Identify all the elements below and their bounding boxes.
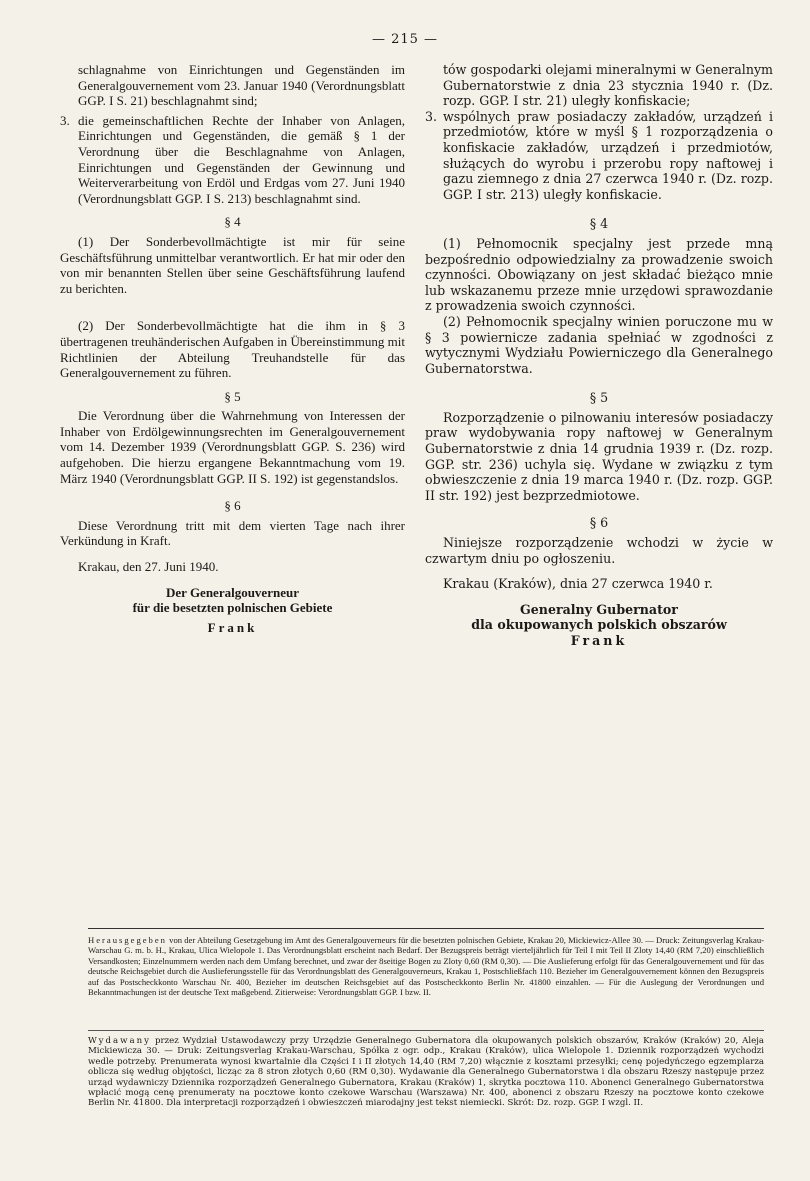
de-section-5-paragraph: Die Verordnung über die Wahrnehmung von Interessen der Inhaber von Erdölgewinnungsrechten im Generalgouvernement vom 14. Dezember 1939 (Verordnungsblatt GGP. S. 236) wird aufgehoben. Die hierzu ergangene Bekanntmachung vom 19. März 1940 (Verordnungsblatt GGP. II S. 192) ist gegenstandslos. xyxy=(60,408,405,486)
pl-list-text: wspólnych praw posiadaczy zakładów, urządzeń i przedmiotów, które w myśl § 1 rozporządzenia o konfiskacie zakładów, urządzeń i przedmiotów, służących do wyrobu i przerobu ropy naftowej i gazu ziemnego z dnia 27 czerwca 1940 r. (Dz. rozp. GGP. I str. 213) uległy konfiskacie. xyxy=(443,108,773,202)
pl-signature-title: Generalny Gubernator xyxy=(520,601,678,617)
de-section-4-paragraph-2: (2) Der Sonderbevollmächtigte hat die ihm in § 3 übertragenen treuhänderischen Aufgaben in Übereinstimmung mit Richtlinien der Abteilung Treuhandstelle für das Generalgouvernement zu führen. xyxy=(60,318,405,381)
pl-signature-name: Frank xyxy=(570,633,628,648)
de-place-date: Krakau, den 27. Juni 1940. xyxy=(78,559,219,575)
footer-polish-imprint xyxy=(88,1036,764,1109)
footer-german-imprint xyxy=(88,935,764,997)
german-column xyxy=(60,62,405,635)
de-section-4-heading: § 4 xyxy=(224,214,241,230)
pl-section-6-paragraph: Niniejsze rozporządzenie wchodzi w życie w czwartym dniu po ogłoszeniu. xyxy=(425,535,773,566)
de-signature-title: Der Generalgouverneur xyxy=(166,584,299,600)
de-signature-subtitle: für die besetzten polnischen Gebiete xyxy=(132,600,333,616)
footer-de-text: von der Abteilung Gesetzgebung im Amt des Generalgouverneurs für die besetzten polnischen Gebiete, Krakau 20, Mickiewicz-Allee 30. — Druck: Zeitungsverlag Krakau-Warschau G. m. b. H., Krakau, Ulica Wielopole 1. Das Verordnungsblatt erscheint nach Bedarf. Der Bezugspreis beträgt vierteljährlich für Teil I mit Teil II Zloty 14,40 (RM 7,20) einschließlich Versandkosten; Einzelnummern werden nach dem Umfang berechnet, und zwar der 8seitige Bogen zu Zloty 0,60 (RM 0,30). — Die Auslieferung erfolgt für das Generalgouvernement und für das deutsche Reichsgebiet durch die Auslieferungsstelle für das Verordnungsblatt des Generalgouverneurs, Krakau 1, Postschließfach 110. Bezieher im Generalgouvernement können den Bezugspreis auf das Postscheckkonto Warschau Nr. 400, Bezieher im deutschen Reichsgebiet auf das Postscheckkonto Berlin Nr. 41800 einzahlen. — Für die Auslegung der Verordnungen und Bekanntmachungen ist der deutsche Text maßgebend. Zitierweise: Verordnungsblatt GGP. I bzw. II. xyxy=(88,935,764,998)
pl-place-date: Krakau (Kraków), dnia 27 czerwca 1940 r. xyxy=(443,576,713,592)
de-section-5-heading: § 5 xyxy=(224,388,241,404)
footer-divider xyxy=(88,928,764,929)
de-list-number: 3. xyxy=(60,112,70,128)
pl-list-number: 3. xyxy=(425,108,438,124)
pl-section-4-paragraph-1: (1) Pełnomocnik specjalny jest przede mną bezpośrednio odpowiedzialny za prowadzenie swoich czynności. Obowiązany on jest składać bieżąco mnie lub wskazanemu przeze mnie urzędowi sprawozdanie z prowadzenia swoich czynności. xyxy=(425,235,773,314)
footer-pl-lead: Wydawany xyxy=(88,1036,151,1046)
de-list-text: die gemeinschaftlichen Rechte der Inhaber von Anlagen, Einrichtungen und Gegenständen, die gemäß § 1 der Verordnung über die Beschlagnahme von Anlagen, Einrichtungen und Gegenständen der Gewinnung und Weiterverarbeitung von Erdöl und Erdgas vom 27. Juni 1940 (Verordnungsblatt GGP. I S. 213) beschlagnahmt sind. xyxy=(78,112,405,206)
pl-section-4-heading: § 4 xyxy=(589,216,609,232)
footer-de-lead: Herausgegeben xyxy=(88,935,167,945)
pl-paragraph-continuation: tów gospodarki olejami mineralnymi w Generalnym Gubernatorstwie z dnia 23 stycznia 1940 r. (Dz. rozp. GGP. I str. 21) uległy konfiskacie; xyxy=(443,62,773,109)
de-section-4-paragraph-1: (1) Der Sonderbevollmächtigte ist mir für seine Geschäftsführung unmittelbar verantwortlich. Er hat mir oder den von mir benannten Stellen über seine Geschäftsführung laufend zu berichten. xyxy=(60,233,405,296)
polish-column xyxy=(425,62,773,649)
pl-list-item-3 xyxy=(425,109,773,203)
de-list-item-3 xyxy=(60,113,405,207)
de-section-6-heading: § 6 xyxy=(224,498,241,514)
pl-section-5-paragraph: Rozporządzenie o pilnowaniu interesów posiadaczy praw wydobywania ropy naftowej w Generalnym Gubernatorstwie z dnia 14 grudnia 1939 r. (Dz. rozp. GGP. str. 236) uchyla się. Wydane w związku z tym obwieszczenie z dnia 19 marca 1940 r. (Dz. rozp. GGP. II str. 192) jest bezprzedmiotowe. xyxy=(425,409,773,503)
footer-pl-text: przez Wydział Ustawodawczy przy Urzędzie Generalnego Gubernatora dla okupowanych polskich obszarów, Kraków (Kraków) 20, Aleja Mickiewicza 30. — Druk: Zeitungsverlag Krakau-Warschau, Spółka z ogr. odp., Krakau (Kraków), ulica Wielopole 1. Dziennik rozporządzeń wychodzi wedle potrzeby. Prenumerata wynosi kwartalnie dla Części I i II złotych 14,40 (RM 7,20) włącznie z kosztami przesyłki; cenę pojedyńczego egzemplarza oblicza się według objętości, licząc za 8 stron złotych 0,60 (RM 0,30). Wydawanie dla Generalnego Gubernatorstwa i dla obszaru Rzeszy następuje przez urząd wydawniczy Dziennika rozporządzeń Generalnego Gubernatora, Krakau (Kraków) 1, skrytka pocztowa 110. Abonenci Generalnego Gubernatorstwa wpłacić mogą cenę prenumeraty na pocztowe konto czekowe Warschau (Warszawa) Nr. 400, abonenci z obszaru Rzeszy na pocztowe konto czekowe Berlin Nr. 41800. Dla interpretacji rozporządzeń i obwieszczeń miarodajny jest tekst niemiecki. Skrót: Dz. rozp. GGP. I wzgl. II. xyxy=(88,1036,764,1109)
pl-section-4-paragraph-2: (2) Pełnomocnik specjalny winien poruczone mu w § 3 powiernicze zadania spełniać w zgodności z wytycznymi Wydziału Powierniczego dla Generalnego Gubernatorstwa. xyxy=(425,313,773,376)
de-section-6-paragraph: Diese Verordnung tritt mit dem vierten Tage nach ihrer Verkündung in Kraft. xyxy=(60,517,405,549)
pl-section-5-heading: § 5 xyxy=(589,390,609,406)
de-paragraph-continuation: schlagnahme von Einrichtungen und Gegenständen im Generalgouvernement vom 23. Januar 1940 (Verordnungsblatt GGP. I S. 21) beschlagnahmt sind; xyxy=(78,62,405,109)
de-signature-name: Frank xyxy=(207,619,258,635)
footer-mid-divider xyxy=(88,1030,764,1031)
pl-section-6-heading: § 6 xyxy=(589,515,609,531)
page-number: — 215 — xyxy=(371,32,439,47)
pl-signature-subtitle: dla okupowanych polskich obszarów xyxy=(471,617,727,633)
